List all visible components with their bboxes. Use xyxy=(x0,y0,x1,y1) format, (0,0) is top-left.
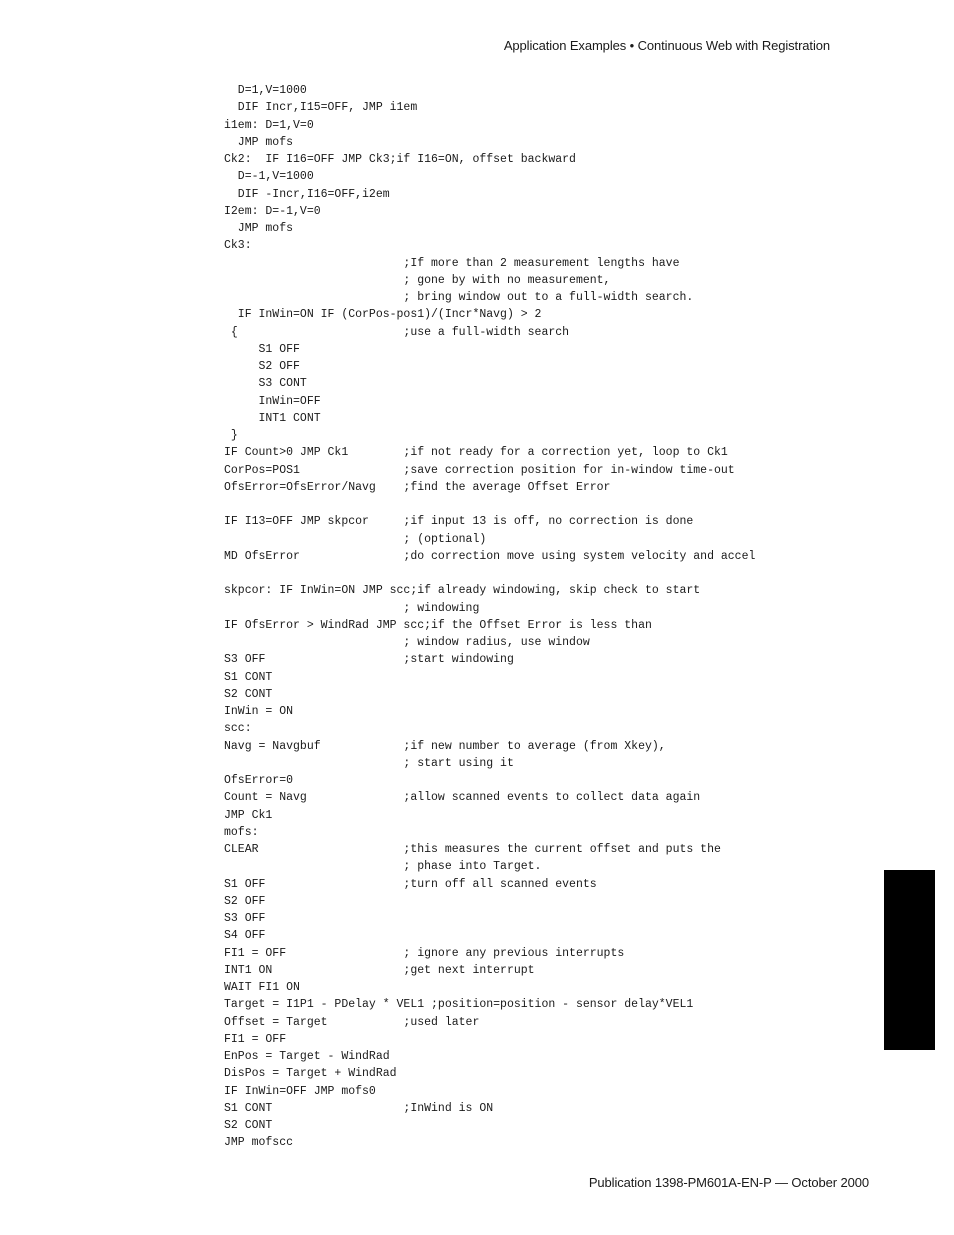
code-line: InWin=OFF xyxy=(224,394,321,408)
code-listing xyxy=(224,82,755,1152)
code-line: { ;use a full-width search xyxy=(224,325,570,339)
code-line: I2em: D=-1,V=0 xyxy=(224,204,321,218)
code-line: JMP mofs xyxy=(224,222,294,235)
code-line: IF I13=OFF JMP skpcor ;if input 13 is off, no correction is done xyxy=(224,515,694,529)
code-line: DIF Incr,I15=OFF, JMP i1em xyxy=(224,101,418,115)
code-line: S4 OFF xyxy=(224,929,266,943)
code-line: CLEAR ;this measures the current offset and puts the xyxy=(224,843,721,856)
code-line: ; gone by with no measurement, xyxy=(224,273,611,287)
code-line: INT1 CONT xyxy=(224,411,321,425)
code-line: Navg = Navgbuf ;if new number to average (from Xkey), xyxy=(224,739,666,753)
code-line: IF InWin=ON IF (CorPos-pos1)/(Incr*Navg) > 2 xyxy=(224,308,542,322)
code-line: S2 OFF xyxy=(224,360,300,373)
code-line: Offset = Target ;used later xyxy=(224,1015,480,1029)
code-line: Target = I1P1 - PDelay * VEL1 ;position=position - sensor delay*VEL1 xyxy=(224,998,694,1012)
code-line: ; (optional) xyxy=(224,532,487,546)
code-line: Ck3: xyxy=(224,239,252,253)
code-line: JMP mofs xyxy=(224,135,294,149)
code-line: Ck2: IF I16=OFF JMP Ck3;if I16=ON, offset backward xyxy=(224,153,576,166)
code-line: D=1,V=1000 xyxy=(224,84,307,97)
code-line: CorPos=POS1 ;save correction position for in-window time-out xyxy=(224,463,735,477)
code-line: INT1 ON ;get next interrupt xyxy=(224,963,535,977)
code-line: EnPos = Target - WindRad xyxy=(224,1050,390,1063)
publication-footer: Publication 1398-PM601A-EN-P — October 2000 xyxy=(588,1175,869,1190)
code-line: JMP Ck1 xyxy=(224,808,273,822)
code-line: InWin = ON xyxy=(224,705,294,718)
code-line: IF InWin=OFF JMP mofs0 xyxy=(224,1084,376,1098)
code-line: OfsError=0 xyxy=(224,774,294,787)
chapter-thumb-tab xyxy=(884,870,935,1050)
code-line: ; windowing xyxy=(224,601,480,615)
code-line: S2 CONT xyxy=(224,1119,273,1132)
code-line: ; bring window out to a full-width search. xyxy=(224,291,694,304)
code-line: S1 OFF ;turn off all scanned events xyxy=(224,877,597,891)
code-line xyxy=(224,496,755,513)
code-line xyxy=(224,565,755,582)
code-line: skpcor: IF InWin=ON JMP scc;if already windowing, skip check to start xyxy=(224,584,701,598)
code-line: Count = Navg ;allow scanned events to collect data again xyxy=(224,791,701,805)
code-line: WAIT FI1 ON xyxy=(224,981,300,994)
code-line: S3 OFF xyxy=(224,912,266,925)
code-line: DisPos = Target + WindRad xyxy=(224,1067,397,1081)
code-line: ;If more than 2 measurement lengths have xyxy=(224,256,680,270)
code-line: S3 CONT xyxy=(224,377,307,391)
code-line: FI1 = OFF ; ignore any previous interrupts xyxy=(224,946,625,960)
code-line: S1 OFF xyxy=(224,342,300,356)
code-line: OfsError=OfsError/Navg ;find the average Offset Error xyxy=(224,480,611,494)
code-line: FI1 = OFF xyxy=(224,1032,287,1046)
code-line: } xyxy=(224,429,238,442)
code-line: i1em: D=1,V=0 xyxy=(224,118,314,132)
code-line: JMP mofscc xyxy=(224,1136,294,1150)
code-line: mofs: xyxy=(224,825,259,839)
code-line: S1 CONT xyxy=(224,670,273,684)
code-line: S2 CONT xyxy=(224,687,273,701)
code-line: DIF -Incr,I16=OFF,i2em xyxy=(224,187,390,201)
code-line: S3 OFF ;start windowing xyxy=(224,653,514,667)
code-line: D=-1,V=1000 xyxy=(224,170,314,184)
code-line: ; phase into Target. xyxy=(224,860,542,874)
code-line: ; window radius, use window xyxy=(224,636,590,649)
code-line: S2 OFF xyxy=(224,894,266,908)
code-line: S1 CONT ;InWind is ON xyxy=(224,1101,494,1115)
code-line: MD OfsError ;do correction move using system velocity and accel xyxy=(224,549,756,563)
code-line: ; start using it xyxy=(224,756,514,770)
running-header: Application Examples • Continuous Web with Registration xyxy=(503,38,830,53)
code-line: scc: xyxy=(224,722,252,736)
code-line: IF OfsError > WindRad JMP scc;if the Offset Error is less than xyxy=(224,618,652,632)
code-line: IF Count>0 JMP Ck1 ;if not ready for a correction yet, loop to Ck1 xyxy=(224,446,728,460)
